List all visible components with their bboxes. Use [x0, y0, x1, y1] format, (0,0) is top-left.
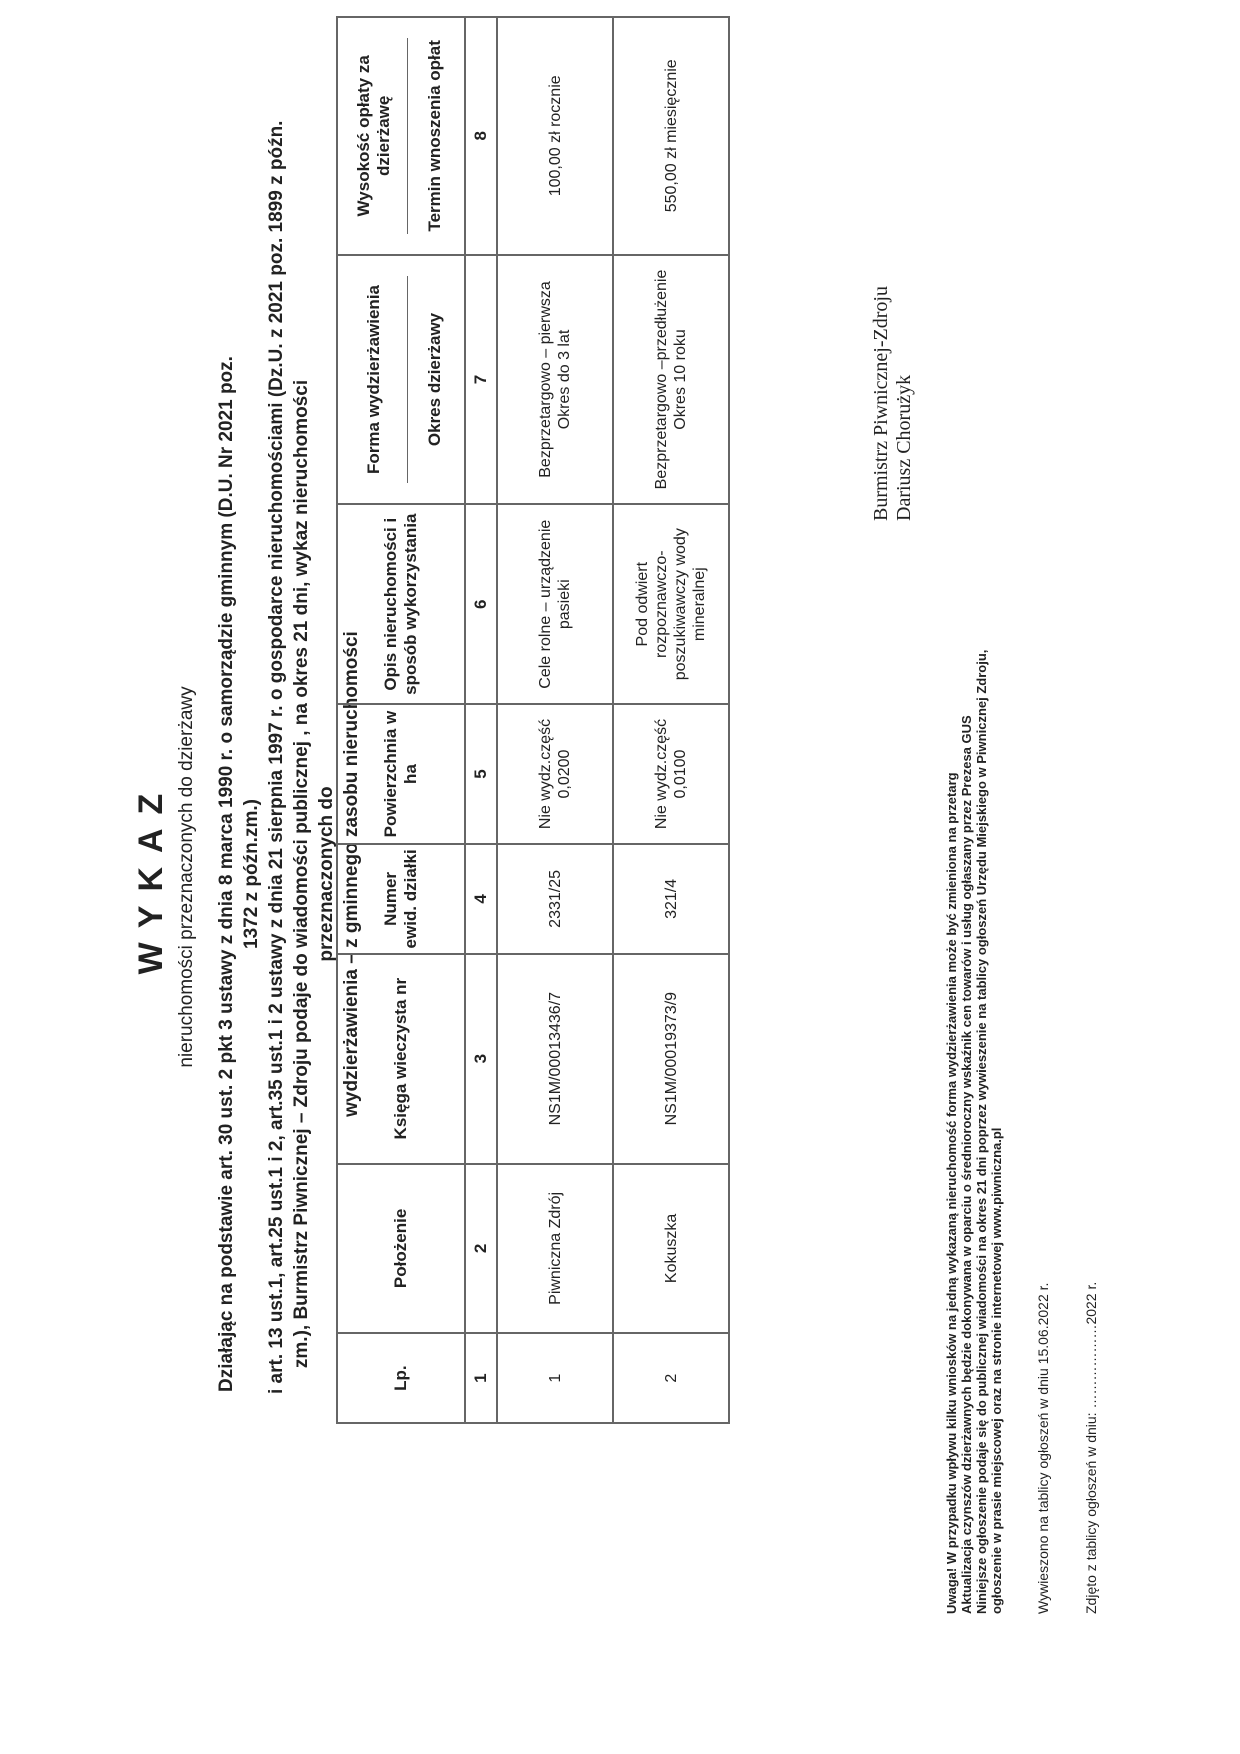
header-forma [337, 255, 465, 505]
cell-forma [497, 255, 613, 505]
header-forma-top: Forma wydzierżawienia [341, 276, 408, 484]
signature-title: Burmistrz Piwnicznej-Zdroju [870, 286, 892, 521]
cell-numer: 2331/25 [497, 844, 613, 954]
note-line: Uwaga! W przypadku wpływu kilku wniosków na jedną wykazaną nieruchomość forma wydzierżawienia może być zmieniona na przetarg [944, 772, 959, 1614]
column-number: 5 [465, 704, 497, 844]
intro-line: i art. 13 ust.1, art.25 ust.1 i 2, art.35 ust.1 i 2 ustawy z dnia 21 sierpnia 1997 r. o gospodarce nieruchomościami (Dz.U. z 2021 poz. 1899 z późn. [266, 120, 287, 1394]
note-line: ogłoszenie w prasie miejscowej oraz na stronie internetowej www.piwniczna.pl [989, 1127, 1004, 1614]
signature-block [870, 286, 916, 521]
cell-powierzchnia: Nie wydz.część 0,0200 [497, 704, 613, 844]
column-number-row [465, 17, 497, 1423]
header-powierzchnia: Powierzchnia w ha [337, 704, 465, 844]
cell-lp: 2 [613, 1333, 729, 1423]
cell-forma-period: Okres 10 roku [672, 329, 689, 430]
header-oplata-bottom: Termin wnoszenia opłat [424, 40, 444, 232]
table-header-row [337, 17, 465, 1423]
cell-polozenie: Piwniczna Zdrój [497, 1164, 613, 1334]
intro-line: zm.), Burmistrz Piwnicznej – Zdroju podaje do wiadomości publicznej , na okres 21 dni, wykaz nieruchomości przeznaczonych do [291, 379, 337, 1369]
cell-oplata: 100,00 zł rocznie [497, 17, 613, 255]
note-line: Niniejsze ogłoszenie podaje się do publicznej wiadomości na okres 21 dni poprzez wywieszenie na tablicy ogłoszeń Urzędu Miejskiego w Piwnicznej Zdroju, [974, 649, 989, 1614]
cell-polozenie: Kokuszka [613, 1164, 729, 1334]
cell-forma [613, 255, 729, 505]
table-row [497, 17, 613, 1423]
cell-ksiega: NS1M/00019373/9 [613, 954, 729, 1164]
property-table [336, 16, 730, 1424]
cell-opis: Pod odwiert rozpoznawczo-poszukiwawczy wody mineralnej [613, 504, 729, 704]
taken-down-date: Zdjęto z tablicy ogłoszeń w dniu: ………………2022 r. [1083, 1281, 1099, 1614]
posted-date: Wywieszono na tablicy ogłoszeń w dniu 15.06.2022 r. [1035, 1282, 1051, 1614]
column-number: 4 [465, 844, 497, 954]
cell-lp: 1 [497, 1333, 613, 1423]
cell-oplata: 550,00 zł miesięcznie [613, 17, 729, 255]
column-number: 7 [465, 255, 497, 505]
header-oplata [337, 17, 465, 255]
cell-forma-type: Bezprzetargowo – pierwsza [537, 281, 554, 478]
cell-forma-type: Bezprzetargowo –przedłużenie [653, 269, 670, 490]
intro-line: wydzierżawienia – z gminnego zasobu nieruchomości [341, 631, 362, 1117]
cell-forma-period: Okres do 3 lat [556, 329, 573, 430]
header-numer: Numer ewid. działki [337, 844, 465, 954]
cell-opis: Cele rolne – urządzenie pasieki [497, 504, 613, 704]
signature-name: Dariusz Chorużyk [893, 374, 915, 521]
header-polozenie: Położenie [337, 1164, 465, 1334]
column-number: 8 [465, 17, 497, 255]
header-oplata-top: Wysokość opłaty za dzierżawę [341, 38, 408, 234]
table-row [613, 17, 729, 1423]
header-lp: Lp. [337, 1333, 465, 1423]
document-subtitle: nieruchomości przeznaczonych do dzierżawy [176, 686, 197, 1068]
cell-numer: 321/4 [613, 844, 729, 954]
header-forma-bottom: Okres dzierżawy [424, 312, 444, 447]
note-line: Aktualizacja czynszów dzierżawnych będzie dokonywana w oparciu o średnioroczny wskaźnik cen towarów i usług ogłaszany przez Prezesa GUS [959, 715, 974, 1614]
column-number: 6 [465, 504, 497, 704]
column-number: 2 [465, 1164, 497, 1334]
column-number: 1 [465, 1333, 497, 1423]
column-number: 3 [465, 954, 497, 1164]
header-opis: Opis nieruchomości i sposób wykorzystania [337, 504, 465, 704]
notes-block [944, 650, 1004, 1614]
cell-ksiega: NS1M/00013436/7 [497, 954, 613, 1164]
cell-powierzchnia: Nie wydz.część 0,0100 [613, 704, 729, 844]
header-ksiega: Księga wieczysta nr [337, 954, 465, 1164]
intro-line: Działając na podstawie art. 30 ust. 2 pkt 3 ustawy z dnia 8 marca 1990 r. o samorządzie gminnym (D.U. Nr 2021 poz. 1372 z późn.zm.) [216, 356, 262, 1392]
document-title: WYKAZ [132, 779, 170, 975]
